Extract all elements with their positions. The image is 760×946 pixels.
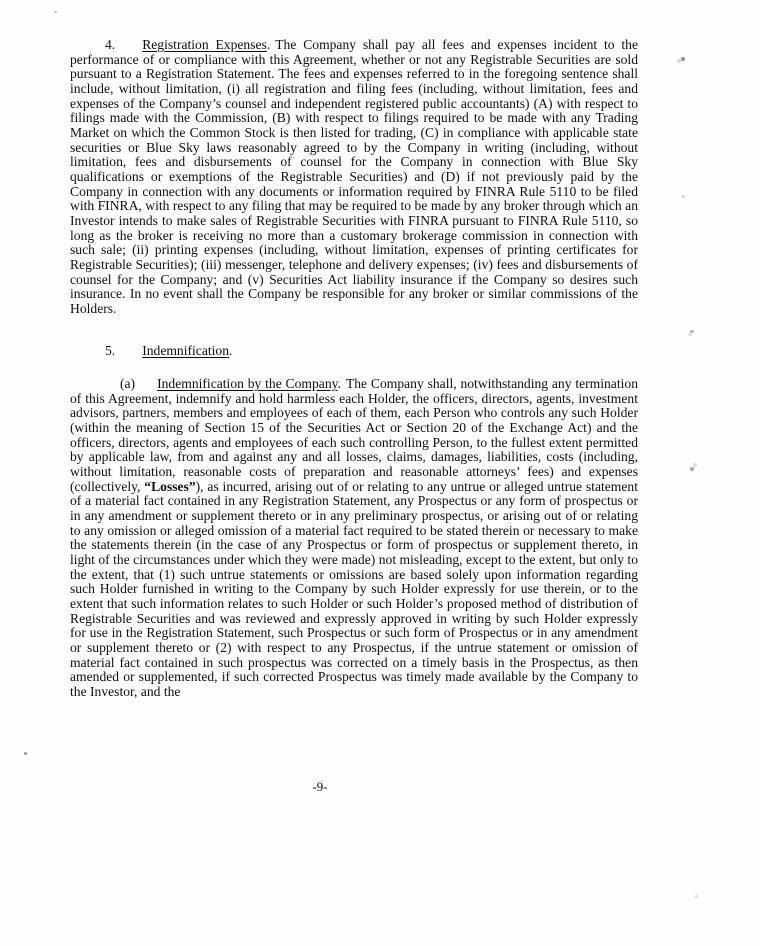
- page-number: -9-: [312, 779, 328, 794]
- scan-speck: [24, 752, 27, 755]
- subsection-a-heading: Indemnification by the Company: [157, 376, 338, 392]
- scan-speck: [54, 11, 57, 13]
- section-4-body-text: The Company shall pay all fees and expenses incident to the performance of or compliance with this Agreement, whether or not any Registrable Securities are sold pursuant to a Registration Statement. The fees and expenses referred to in the foregoing sentence shall include, without limitation, (i) all registration and filing fees (including, without limitation, fees and expenses of the Company’s counsel and independent registered public accountants) (A) with respect to filings made with the Commission, (B) with respect to filings required to be made with any Trading Market on which the Common Stock is then listed for trading, (C) in compliance with applicable state securities or Blue Sky laws reasonably agreed to by the Company in writing (including, without limitation, fees and disbursements of counsel for the Company in connection with Blue Sky qualifications or exemptions of the Registrable Securities) and (D) if not previously paid by the Company in connection with any documents or information required by FINRA Rule 5110 to be filed with FINRA, with respect to any filing that may be required to be made by any broker through which an Investor intends to make sales of Registrable Securities with FINRA pursuant to FINRA Rule 5110, so long as the broker is receiving no more than a customary brokerage commission in connection with such sale; (ii) printing expenses (including, without limitation, expenses of printing certificates for Registrable Securities); (iii) messenger, telephone and delivery expenses; (iv) fees and disbursements of counsel for the Company; and (v) Securities Act liability insurance if the Company so desires such insurance. In no event shall the Company be responsible for any broker or similar commissions of the Holders.: [70, 37, 638, 316]
- section-4-paragraph: [70, 38, 638, 316]
- scan-speck: [695, 895, 698, 898]
- section-4-heading-period: .: [266, 37, 271, 52]
- scan-speck: [681, 57, 685, 61]
- section-5-heading: Indemnification: [142, 343, 230, 359]
- subsection-a-paragraph: [70, 377, 638, 699]
- section-4-number: 4.: [105, 37, 116, 52]
- losses-defined-term: “Losses”: [144, 478, 196, 494]
- section-4-heading: Registration Expenses: [142, 37, 267, 52]
- section-5-heading-period: .: [229, 343, 233, 359]
- scan-speck: [690, 330, 694, 333]
- subsection-a-heading-period: .: [337, 376, 341, 392]
- subsection-a-label: (a): [120, 376, 136, 392]
- scan-speck: [690, 467, 694, 471]
- page-body-text: [70, 38, 638, 700]
- subsection-a-body-text-post: ), as incurred, arising out of or relating to any untrue or alleged untrue statement of a material fact contained in any Registration Statement, any Prospectus or any form of prospectus or in any amendment or supplement thereto or in any preliminary prospectus, or arising out of or relating to any omission or alleged omission of a material fact required to be stated therein or necessary to make the statements therein (in the case of any Prospectus or form of prospectus or supplement thereto, in light of the circumstances under which they were made) not misleading, except to the extent, but only to the extent, that (1) such untrue statements or omissions are based solely upon information regarding such Holder furnished in writing to the Company by such Holder expressly for use therein, or to the extent that such information relates to such Holder or such Holder’s proposed method of distribution of Registrable Securities and was reviewed and expressly approved in writing by such Holder expressly for use in the Registration Statement, such Prospectus or such form of Prospectus or in any amendment or supplement thereto or (2) with respect to any Prospectus, if the untrue statement or omission of material fact contained in such prospectus was corrected on a timely basis in the Prospectus, as then amended or supplemented, if such corrected Prospectus was timely made available by the Company to the Investor, and the: [70, 478, 638, 699]
- section-5-heading-line: [70, 344, 638, 359]
- subsection-a-body-text-pre: The Company shall, notwithstanding any termination of this Agreement, indemnify and hold harmless each Holder, the officers, directors, agents, investment advisors, partners, members and employees of each of them, each Person who controls any such Holder (within the meaning of Section 15 of the Securities Act or Section 20 of the Exchange Act) and the officers, directors, agents and employees of each such controlling Person, to the fullest extent permitted by applicable law, from and against any and all losses, claims, damages, liabilities, costs (including, without limitation, reasonable costs of preparation and reasonable attorneys’ fees) and expenses (collectively,: [70, 376, 638, 494]
- section-5-number: 5.: [105, 343, 116, 359]
- scan-speck: [682, 195, 685, 198]
